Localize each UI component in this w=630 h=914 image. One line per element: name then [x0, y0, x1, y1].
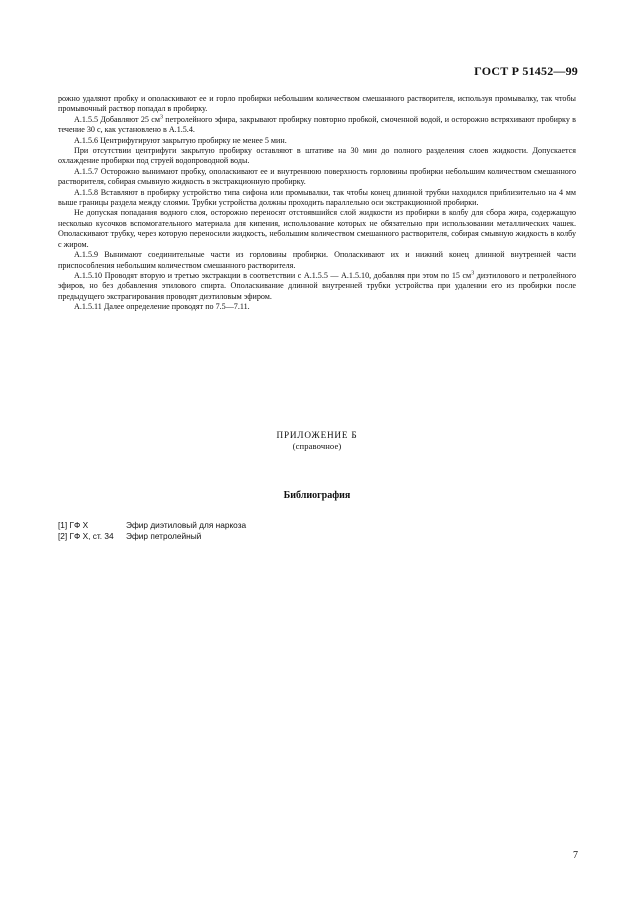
bibliography-list	[58, 520, 246, 541]
appendix-subtitle: (справочное)	[292, 441, 342, 451]
paragraph-a155: А.1.5.5 Добавляют 25 $см^3$ петролейного эфира, закрывают пробирку повторно пробкой, смоченной водой, и осторожно встряхивают пробирку в течение 30 с, как установлено в А.1.5.4.	[58, 114, 576, 135]
appendix-title: ПРИЛОЖЕНИЕ Б	[276, 430, 358, 440]
bibliography-ref: [2] ГФ X, ст. 34	[58, 530, 114, 541]
paragraph: рожно удаляют пробку и ополаскивают ее и горло пробирки небольшим количеством смешанного растворителя, используя промывалку, так чтобы промывочный раствор попадал в пробирку.	[58, 94, 576, 114]
bibliography-item	[58, 520, 246, 531]
paragraph: Не допуская попадания водного слоя, осторожно переносят отстоявшийся слой жидкости из пробирки в колбу для сбора жира, содержащую несколько кусочков вспомогательного материала для кипения, использование которых не обязательно при использовании металлических чашек. Ополаскивают трубку, через которую переносили жидкость, небольшим количеством смешанного растворителя, собирая смывную жидкость в колбу с жиром.	[58, 208, 576, 249]
paragraph: При отсутствии центрифуги закрытую пробирку оставляют в штативе на 30 мин до полного разделения слоев жидкости. Допускается охлаждение пробирки под струей водопроводной воды.	[58, 146, 576, 166]
page-number: 7	[573, 850, 578, 861]
paragraph-a156: А.1.5.6 Центрифугируют закрытую пробирку не менее 5 мин.	[74, 135, 287, 145]
bibliography-item	[58, 531, 246, 542]
bibliography-text: Эфир петролейный	[126, 530, 202, 541]
paragraph-a159: А.1.5.9 Вынимают соединительные части из горловины пробирки. Ополаскивают их и нижний конец длинной внутренней части приспособления небольшим количеством смешанного растворителя.	[58, 250, 576, 270]
paragraph-a158: А.1.5.8 Вставляют в пробирку устройство типа сифона или промывалки, так чтобы конец длинной трубки находился приблизительно на 4 мм выше границы раздела между слоями. Трубки устройства должны проходить параллельно оси экстракционной пробирки.	[58, 187, 576, 208]
bibliography-ref: [1] ГФ X	[58, 520, 89, 530]
document-id-header: ГОСТ Р 51452—99	[474, 64, 578, 78]
appendix-heading	[58, 430, 576, 452]
bibliography-text: Эфир диэтиловый для наркоза	[126, 520, 247, 530]
body-text	[58, 94, 576, 313]
paragraph-a1510: А.1.5.10 Проводят вторую и третью экстракции в соответствии с А.1.5.5 — А.1.5.10, добавляя при этом по 15 $см^3$ диэтилового и петролейного эфиров, но без добавления этилового спирта. Ополаскивание длинной внутренней трубки устройства при удалении его из пробирки после предыдущего экстрагирования проводят диэтиловым эфиром.	[58, 270, 576, 301]
paragraph-a157: А.1.5.7 Осторожно вынимают пробку, ополаскивают ее и внутреннюю поверхность горловины пробирки небольшим количеством смешанного растворителя, собирая смывную жидкость в экстракционную пробирку.	[58, 166, 576, 187]
bibliography-title: Библиография	[283, 490, 351, 501]
paragraph-a1511: А.1.5.11 Далее определение проводят по 7.5—7.11.	[74, 302, 250, 312]
